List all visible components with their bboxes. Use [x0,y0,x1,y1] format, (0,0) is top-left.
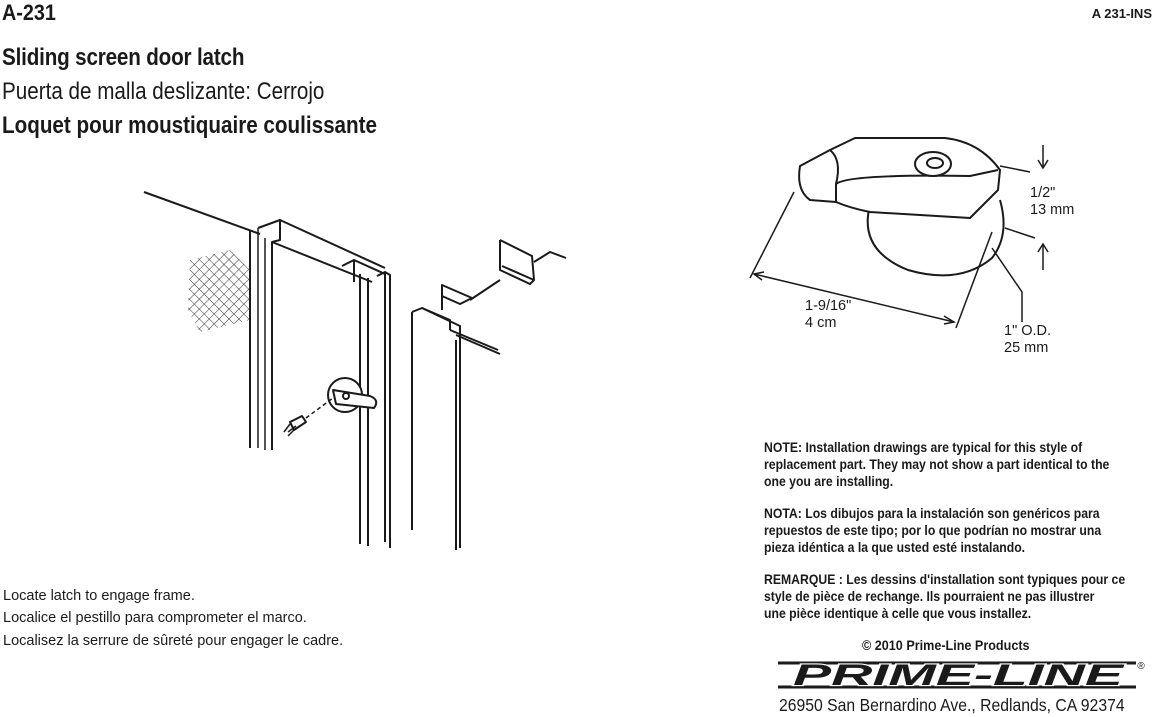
part-number: A-231 [2,0,56,25]
length-dimension-mm: 4 cm [805,315,837,331]
height-dimension-in: 1/2" [1030,185,1056,201]
registered-mark: ® [1137,661,1145,672]
note-french-line: REMARQUE : Les dessins d'installation sont typiques pour ce [764,572,1126,587]
title-french: Loquet pour moustiquaire coulissante [2,112,378,139]
note-spanish-line: pieza idéntica a la que usted esté instalando. [764,540,1026,555]
note-english-line: NOTE: Installation drawings are typical for this style of [764,440,1083,455]
instruction-french: Localisez la serrure de sûreté pour engager le cadre. [3,633,344,649]
diameter-dimension-in: 1" O.D. [1004,323,1052,339]
screen-mesh [188,250,250,332]
company-address: 26950 San Bernardino Ave., Redlands, CA 92374 [779,695,1125,715]
logo-wordmark: PRIME-LINE [793,659,1125,691]
instruction-english: Locate latch to engage frame. [3,588,195,604]
title-english: Sliding screen door latch [2,44,245,71]
length-dimension-in: 1-9/16" [805,298,852,314]
latch-detail-drawing [730,130,1060,330]
title-spanish: Puerta de malla deslizante: Cerrojo [2,78,325,105]
instruction-spanish: Localice el pestillo para comprometer el marco. [3,610,307,626]
note-french-line: style de pièce de rechange. Ils pourraient ne pas illustrer [764,589,1095,604]
note-english-line: replacement part. They may not show a part identical to the [764,457,1110,472]
note-french-line: une pièce identique à celle que vous installez. [764,606,1032,621]
prime-line-logo [776,657,1146,691]
installation-diagram [130,180,570,560]
document-number: A 231-INS [1091,6,1152,21]
copyright: © 2010 Prime-Line Products [862,637,1030,653]
diameter-dimension-mm: 25 mm [1004,340,1049,356]
note-english-line: one you are installing. [764,474,894,489]
note-spanish-line: NOTA: Los dibujos para la instalación son genéricos para [764,506,1100,521]
note-spanish-line: repuestos de este tipo; por lo que podrían no mostrar una [764,523,1102,538]
height-dimension-mm: 13 mm [1030,202,1075,218]
